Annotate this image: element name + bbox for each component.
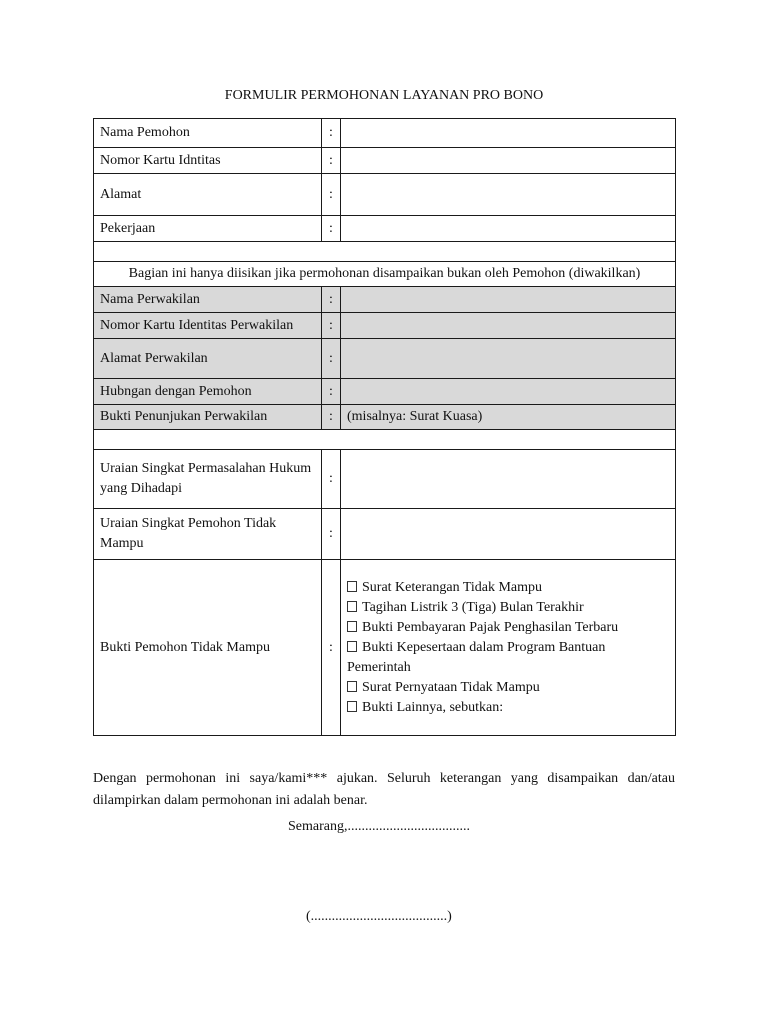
checkbox-icon[interactable] [347,581,357,592]
label-applicant-id: Nomor Kartu Idntitas [94,148,322,174]
colon: : [322,405,341,430]
field-rep-proof[interactable]: (misalnya: Surat Kuasa) [341,405,676,430]
label-rep-relation: Hubngan dengan Pemohon [94,379,322,405]
row-rep-relation [94,379,676,405]
place-date-line: Semarang,................................... [288,819,470,834]
field-incapacity[interactable] [341,509,676,560]
declaration-statement: Dengan permohonan ini saya/kami*** ajukan. Seluruh keterangan yang disampaikan dan/atau dilampirkan dalam permohonan ini adalah benar. [93,771,675,808]
field-applicant-name[interactable] [341,119,676,148]
proof-option[interactable] [347,638,669,678]
spacer-cell [94,430,676,450]
row-applicant-name [94,119,676,148]
proof-option-label: Surat Keterangan Tidak Mampu [362,579,543,595]
row-applicant-job [94,216,676,242]
label-incapacity: Uraian Singkat Pemohon Tidak Mampu [94,509,322,560]
colon: : [322,339,341,379]
spacer-cell [94,242,676,262]
field-rep-id[interactable] [341,313,676,339]
colon: : [322,148,341,174]
colon: : [322,379,341,405]
proof-option-label: Bukti Pembayaran Pajak Penghasilan Terbaru [362,619,619,635]
row-case-problem [94,450,676,509]
row-rep-address [94,339,676,379]
label-rep-name: Nama Perwakilan [94,287,322,313]
colon: : [322,560,341,736]
row-representative-note [94,262,676,287]
proof-option-label: Tagihan Listrik 3 (Tiga) Bulan Terakhir [362,599,584,615]
proof-option[interactable] [347,598,669,618]
row-rep-proof [94,405,676,430]
form-title: FORMULIR PERMOHONAN LAYANAN PRO BONO [224,88,544,103]
label-rep-address: Alamat Perwakilan [94,339,322,379]
colon: : [322,216,341,242]
field-rep-address[interactable] [341,339,676,379]
colon: : [322,509,341,560]
field-applicant-id[interactable] [341,148,676,174]
proof-option[interactable] [347,698,669,718]
proof-option[interactable] [347,618,669,638]
row-applicant-id [94,148,676,174]
spacer-row [94,242,676,262]
checkbox-icon[interactable] [347,621,357,632]
proof-option[interactable] [347,578,669,598]
colon: : [322,450,341,509]
checkbox-icon[interactable] [347,701,357,712]
proof-option-label: Surat Pernyataan Tidak Mampu [362,679,540,695]
label-incapacity-proof: Bukti Pemohon Tidak Mampu [94,560,322,736]
colon: : [322,119,341,148]
label-rep-id: Nomor Kartu Identitas Perwakilan [94,313,322,339]
label-case-problem: Uraian Singkat Permasalahan Hukum yang Dihadapi [94,450,322,509]
label-applicant-job: Pekerjaan [94,216,322,242]
signature-line: (.......................................) [306,909,452,924]
field-rep-name[interactable] [341,287,676,313]
label-applicant-address: Alamat [94,174,322,216]
colon: : [322,174,341,216]
proof-option[interactable] [347,678,669,698]
checkbox-icon[interactable] [347,681,357,692]
representative-section-note: Bagian ini hanya diisikan jika permohonan disampaikan bukan oleh Pemohon (diwakilkan) [94,262,676,287]
label-applicant-name: Nama Pemohon [94,119,322,148]
proof-option-label: Bukti Kepesertaan dalam Program Bantuan Pemerintah [347,639,606,675]
checkbox-icon[interactable] [347,601,357,612]
label-rep-proof: Bukti Penunjukan Perwakilan [94,405,322,430]
application-form-table [93,118,676,736]
row-incapacity [94,509,676,560]
colon: : [322,313,341,339]
row-rep-id [94,313,676,339]
incapacity-proof-options [341,560,676,736]
row-applicant-address [94,174,676,216]
field-applicant-job[interactable] [341,216,676,242]
field-applicant-address[interactable] [341,174,676,216]
colon: : [322,287,341,313]
checkbox-icon[interactable] [347,641,357,652]
spacer-row [94,430,676,450]
field-case-problem[interactable] [341,450,676,509]
row-incapacity-proof [94,560,676,736]
row-rep-name [94,287,676,313]
proof-option-label: Bukti Lainnya, sebutkan: [362,699,504,715]
field-rep-relation[interactable] [341,379,676,405]
